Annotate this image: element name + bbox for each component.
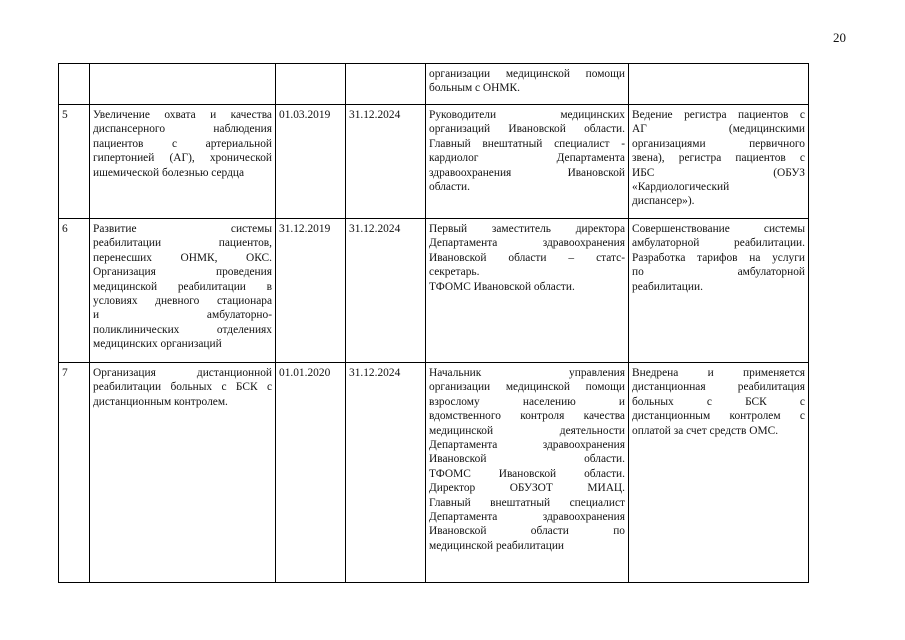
- text-line: Организация проведения: [93, 266, 272, 279]
- text-line: ишемической болезнью сердца: [93, 166, 245, 179]
- text-line: Развитие системы: [93, 223, 272, 235]
- text-line: организациями первичного: [632, 137, 805, 150]
- cell-text: 31.12.2024: [349, 367, 401, 379]
- responsible-cell: [426, 363, 629, 583]
- text-line: Совершенствование системы: [632, 223, 805, 235]
- table-row: [59, 64, 809, 105]
- cell-text: 01.03.2019: [279, 109, 331, 121]
- text-line: кардиолог Департамента: [429, 152, 625, 165]
- cell-text: 6: [62, 223, 68, 235]
- text-line: диспансерного наблюдения: [93, 123, 272, 136]
- result-cell: [629, 64, 809, 105]
- text-line: ТФОМС Ивановской области.: [429, 280, 575, 293]
- cell-text: 31.12.2024: [349, 223, 401, 235]
- text-line: медицинской реабилитации в: [93, 280, 272, 293]
- text-line: пациентов с артериальной: [93, 137, 272, 150]
- result-cell: [629, 219, 809, 363]
- cell-text: 7: [62, 367, 68, 379]
- measure-name-cell: [90, 219, 276, 363]
- text-line: диспансер»).: [632, 195, 695, 208]
- end-date-cell: [346, 363, 426, 583]
- start-date-cell: [276, 64, 346, 105]
- measures-table: [58, 63, 809, 583]
- text-line: Внедрена и применяется: [632, 367, 805, 379]
- text-line: перенесших ОНМК, ОКС.: [93, 251, 272, 264]
- start-date-cell: [276, 105, 346, 219]
- row-number-cell: [59, 363, 90, 583]
- text-line: условиях дневного стационара: [93, 295, 272, 308]
- text-line: дистанционным контролем.: [93, 395, 228, 408]
- text-line: и амбулаторно-: [93, 309, 272, 322]
- text-line: больных с БСК с: [632, 395, 805, 408]
- row-number-cell: [59, 105, 90, 219]
- text-line: взрослому населению и: [429, 395, 625, 408]
- text-line: больным с ОНМК.: [429, 82, 520, 95]
- text-line: амбулаторной реабилитации.: [632, 237, 805, 250]
- text-line: Директор ОБУЗОТ МИАЦ.: [429, 482, 625, 495]
- text-line: здравоохранения Ивановской: [429, 166, 625, 179]
- text-line: ИБС (ОБУЗ: [632, 166, 805, 179]
- page-number: 20: [833, 30, 846, 45]
- text-line: звена), регистра пациентов с: [632, 152, 805, 165]
- text-line: Департамента здравоохранения: [429, 237, 625, 250]
- text-line: Департамента здравоохранения: [429, 439, 625, 452]
- text-line: реабилитации.: [632, 280, 703, 293]
- text-line: по амбулаторной: [632, 266, 805, 279]
- text-line: Департамента здравоохранения: [429, 511, 625, 524]
- start-date-cell: [276, 363, 346, 583]
- text-line: Организация дистанционной: [93, 367, 272, 379]
- text-line: Первый заместитель директора: [429, 223, 625, 235]
- responsible-cell: [426, 219, 629, 363]
- text-line: медицинской деятельности: [429, 424, 625, 437]
- text-line: медицинской реабилитации: [429, 539, 565, 552]
- row-number-cell: [59, 64, 90, 105]
- table-row: [59, 219, 809, 363]
- text-line: «Кардиологический: [632, 181, 730, 194]
- text-line: Главный внештатный специалист -: [429, 137, 625, 150]
- text-line: области.: [429, 181, 470, 194]
- responsible-cell: [426, 64, 629, 105]
- text-line: организации медицинской помощи: [429, 68, 625, 80]
- cell-text: 31.12.2024: [349, 109, 401, 121]
- text-line: Ивановской области – статс-: [429, 251, 625, 264]
- text-line: Ведение регистра пациентов с: [632, 109, 805, 121]
- text-line: Ивановской области.: [429, 453, 625, 466]
- text-line: секретарь.: [429, 266, 480, 279]
- end-date-cell: [346, 64, 426, 105]
- text-line: Разработка тарифов на услуги: [632, 251, 805, 264]
- text-line: медицинских организаций: [93, 338, 222, 351]
- text-line: реабилитации больных с БСК с: [93, 381, 272, 394]
- row-number-cell: [59, 219, 90, 363]
- measure-name-cell: [90, 363, 276, 583]
- text-line: Руководители медицинских: [429, 109, 625, 121]
- text-line: оплатой за счет средств ОМС.: [632, 424, 779, 437]
- end-date-cell: [346, 219, 426, 363]
- text-line: дистанционным контролем с: [632, 410, 805, 423]
- measure-name-cell: [90, 64, 276, 105]
- text-line: организации медицинской помощи: [429, 381, 625, 394]
- text-line: организаций Ивановской области.: [429, 123, 625, 136]
- responsible-cell: [426, 105, 629, 219]
- text-line: Увеличение охвата и качества: [93, 109, 272, 121]
- text-line: вдомственного контроля качества: [429, 410, 625, 423]
- result-cell: [629, 105, 809, 219]
- text-line: Начальник управления: [429, 367, 625, 379]
- text-line: дистанционная реабилитация: [632, 381, 805, 394]
- cell-text: 01.01.2020: [279, 367, 331, 379]
- text-line: Ивановской области по: [429, 525, 625, 538]
- text-line: АГ (медицинскими: [632, 123, 805, 136]
- measure-name-cell: [90, 105, 276, 219]
- text-line: поликлинических отделениях: [93, 323, 272, 336]
- cell-text: 31.12.2019: [279, 223, 331, 235]
- text-line: реабилитации пациентов,: [93, 237, 272, 250]
- end-date-cell: [346, 105, 426, 219]
- text-line: Главный внештатный специалист: [429, 496, 625, 509]
- text-line: гипертонией (АГ), хронической: [93, 152, 272, 165]
- cell-text: 5: [62, 109, 68, 121]
- text-line: ТФОМС Ивановской области.: [429, 467, 625, 480]
- result-cell: [629, 363, 809, 583]
- table-row: [59, 363, 809, 583]
- start-date-cell: [276, 219, 346, 363]
- table-row: [59, 105, 809, 219]
